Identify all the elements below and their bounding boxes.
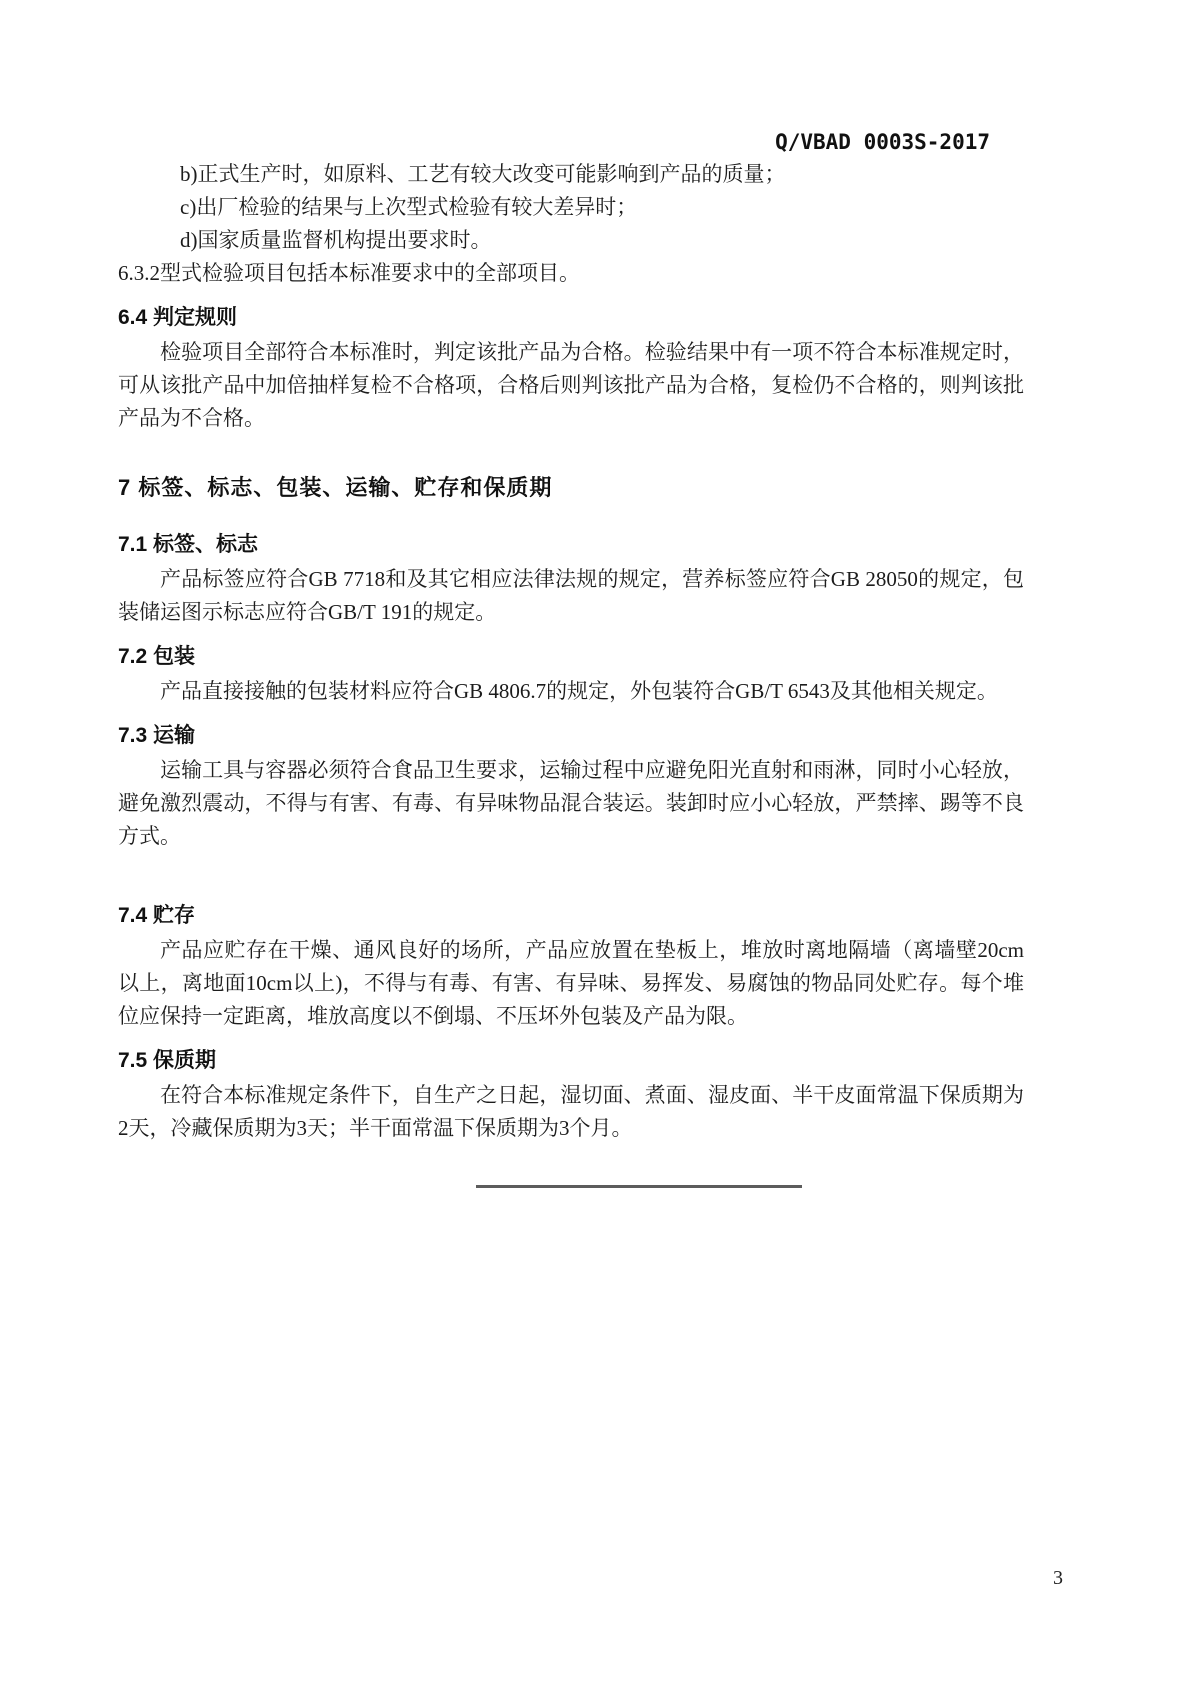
end-of-text-divider (476, 1185, 802, 1188)
paragraph-6-4: 检验项目全部符合本标准时，判定该批产品为合格。检验结果中有一项不符合本标准规定时，可从该批产品中加倍抽样复检不合格项，合格后则判该批产品为合格，复检仍不合格的，则判该批产品为不合格。 (118, 340, 1024, 430)
heading-7-5: 7.5 保质期 (118, 1049, 217, 1072)
paragraph-7-4: 产品应贮存在干燥、通风良好的场所，产品应放置在垫板上，堆放时离地隔墙（离墙壁20cm以上，离地面10cm以上)，不得与有毒、有害、有异味、易挥发、易腐蚀的物品同处贮存。每个堆位应保持一定距离，堆放高度以不倒塌、不压坏外包装及产品为限。 (118, 938, 1024, 1028)
paragraph-7-2: 产品直接接触的包装材料应符合GB 4806.7的规定，外包装符合GB/T 6543及其他相关规定。 (160, 679, 998, 703)
clause-item-d: d)国家质量监督机构提出要求时。 (180, 228, 492, 252)
document-body (118, 158, 1024, 1188)
clause-6-3-2: 6.3.2型式检验项目包括本标准要求中的全部项目。 (118, 261, 580, 285)
heading-6-4: 6.4 判定规则 (118, 306, 238, 329)
heading-7-1: 7.1 标签、标志 (118, 533, 259, 556)
heading-7-2: 7.2 包装 (118, 645, 196, 668)
document-footer (1053, 1567, 1063, 1590)
heading-7-4: 7.4 贮存 (118, 904, 196, 927)
paragraph-7-5: 在符合本标准规定条件下，自生产之日起，湿切面、煮面、湿皮面、半干皮面常温下保质期为2天，冷藏保质期为3天；半干面常温下保质期为3个月。 (118, 1083, 1024, 1140)
page-number: 3 (1053, 1567, 1063, 1589)
document-header (775, 130, 990, 154)
clause-item-c: c)出厂检验的结果与上次型式检验有较大差异时； (180, 195, 638, 219)
paragraph-7-1: 产品标签应符合GB 7718和及其它相应法律法规的规定，营养标签应符合GB 28050的规定，包装储运图示标志应符合GB/T 191的规定。 (118, 567, 1024, 624)
paragraph-7-3: 运输工具与容器必须符合食品卫生要求，运输过程中应避免阳光直射和雨淋，同时小心轻放，避免激烈震动，不得与有害、有毒、有异味物品混合装运。装卸时应小心轻放，严禁摔、踢等不良方式。 (118, 758, 1024, 848)
clause-item-b: b)正式生产时，如原料、工艺有较大改变可能影响到产品的质量； (180, 162, 786, 186)
heading-7-3: 7.3 运输 (118, 724, 196, 747)
doc-code: Q/VBAD 0003S-2017 (775, 130, 990, 154)
heading-7: 7 标签、标志、包装、运输、贮存和保质期 (118, 475, 553, 500)
